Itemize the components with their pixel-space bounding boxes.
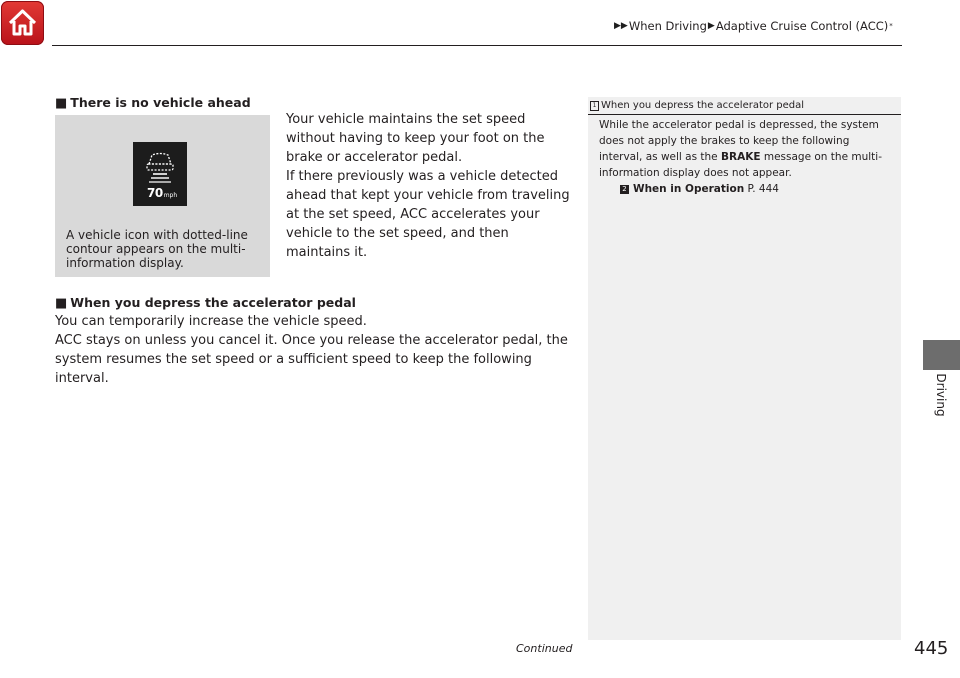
section2-body	[55, 312, 575, 388]
note-body	[599, 117, 894, 197]
image-caption: A vehicle icon with dotted-line contour appears on the multi-information display.	[66, 228, 248, 270]
breadcrumb-section-link[interactable]: When Driving	[628, 19, 707, 33]
home-button[interactable]	[1, 1, 44, 45]
square-bullet-icon: ■	[55, 96, 68, 111]
speed-value: 70	[147, 186, 163, 200]
note-header	[588, 97, 901, 115]
cross-reference	[620, 181, 894, 197]
speed-unit: mph	[163, 192, 178, 199]
section-heading-no-vehicle	[55, 95, 251, 111]
breadcrumb-asterisk: *	[889, 22, 893, 30]
section1-body	[286, 110, 571, 262]
note-title: When you depress the accelerator pedal	[601, 100, 805, 111]
section-heading-text: When you depress the accelerator pedal	[70, 295, 356, 310]
note-text: message on the multi-information display does not appear.	[599, 151, 882, 179]
header-divider	[52, 45, 902, 46]
section-heading-accelerator	[55, 295, 356, 311]
breadcrumb	[614, 19, 893, 33]
body-paragraph: If there previously was a vehicle detected ahead that kept your vehicle from traveling at the set speed, ACC accelerates your vehicle to the set speed, and then maintains it.	[286, 169, 570, 260]
arrow-reference-icon: 2	[620, 185, 629, 194]
triangle-right-icon: ▶▶	[614, 21, 628, 31]
note-text: While the accelerator pedal is depressed, the system does not apply the brakes to keep the following interval, as well as the	[599, 119, 879, 163]
chapter-tab-label: Driving	[934, 373, 948, 417]
vehicle-dotted-contour-icon	[133, 142, 187, 186]
triangle-right-icon: ▶	[707, 21, 715, 31]
square-bullet-icon: ■	[55, 296, 68, 311]
page-number: 445	[914, 638, 949, 659]
side-note-panel	[588, 97, 901, 640]
multi-information-display	[133, 142, 187, 206]
section-heading-text: There is no vehicle ahead	[70, 95, 251, 110]
continued-label: Continued	[516, 642, 573, 655]
cross-reference-page[interactable]: P. 444	[747, 183, 779, 195]
breadcrumb-topic-link[interactable]: Adaptive Cruise Control (ACC)	[715, 19, 889, 33]
speed-readout	[147, 186, 177, 200]
note-marker-icon: 1	[590, 101, 599, 111]
body-paragraph: You can temporarily increase the vehicle speed.	[55, 314, 367, 329]
chapter-tab	[923, 340, 960, 370]
display-illustration	[55, 115, 270, 277]
home-icon	[7, 7, 38, 38]
cross-reference-link[interactable]: When in Operation	[633, 183, 745, 195]
body-paragraph: ACC stays on unless you cancel it. Once you release the accelerator pedal, the system resumes the set speed or a sufficient speed to keep the following interval.	[55, 333, 568, 386]
body-paragraph: Your vehicle maintains the set speed without having to keep your foot on the brake or accelerator pedal.	[286, 112, 545, 165]
note-bold-term: BRAKE	[720, 151, 761, 163]
